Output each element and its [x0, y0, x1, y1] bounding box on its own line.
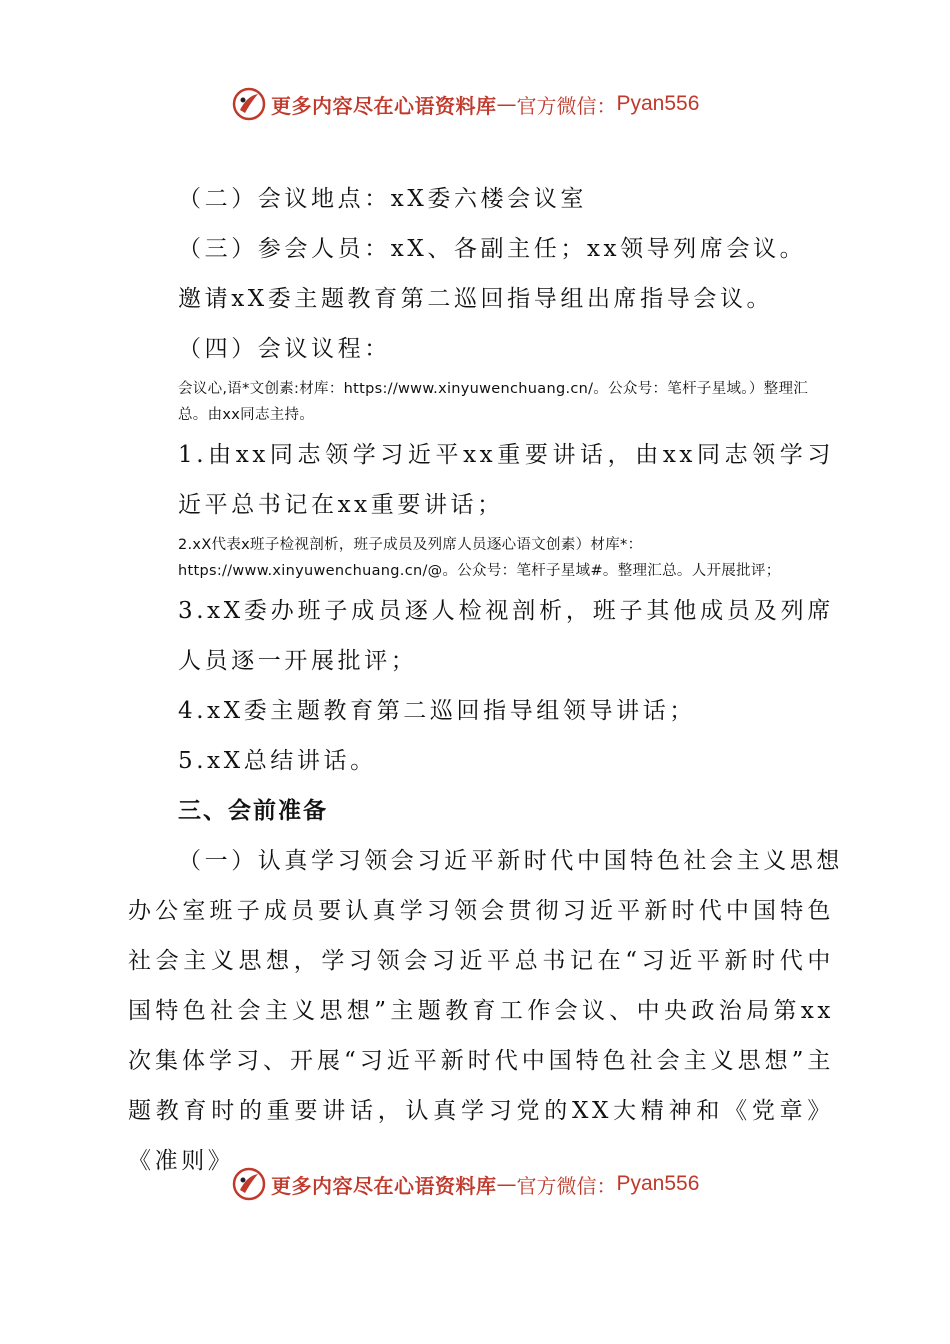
meeting-location: （二）会议地点：xX委六楼会议室 [178, 186, 587, 212]
document-body [128, 174, 843, 1186]
banner-suffix: 官方微信： [516, 1173, 617, 1198]
header-banner [231, 84, 699, 124]
agenda-item-4: 4.xX委主题教育第二巡回指导组领导讲话； [178, 698, 696, 724]
banner-title: 更多内容尽在心语资料库 [271, 1173, 497, 1198]
logo-icon [231, 1166, 267, 1202]
banner-wechat-id: Pyan556 [616, 1172, 700, 1195]
banner-wechat-id: Pyan556 [616, 92, 700, 115]
agenda-item-2: 2.xX代表x班子检视剖析，班子成员及列席人员逐心语文创素）材库*：https://www.xinyuwenchuang.cn/@。公众号：笔杆子星域#。整理汇总。人开展批评； [178, 537, 781, 579]
agenda-item-5: 5.xX总结讲话。 [178, 748, 377, 774]
banner-suffix: 官方微信： [516, 93, 617, 118]
meeting-attendees: （三）参会人员：xX、各副主任；xx领导列席会议。 [178, 236, 807, 262]
agenda-item-3: 3.xX委办班子成员逐人检视剖析，班子其他成员及列席人员逐一开展批评； [178, 598, 834, 674]
agenda-note: 会议心,语*文创素:材库：https://www.xinyuwenchuang.cn/。公众号：笔杆子星域。）整理汇总。由xx同志主持。 [178, 381, 809, 423]
banner-dash: — [496, 1172, 517, 1196]
agenda-title: （四）会议议程： [178, 336, 391, 362]
prep-title: （一）认真学习领会习近平新时代中国特色社会主义思想 [178, 848, 843, 874]
banner-dash: — [496, 92, 517, 116]
agenda-item-1: 1.由xx同志领学习近平xx重要讲话，由xx同志领学习近平总书记在xx重要讲话； [178, 442, 834, 518]
logo-icon [231, 86, 267, 122]
prep-body: 办公室班子成员要认真学习领会贯彻习近平新时代中国特色社会主义思想，学习领会习近平总书记在“习近平新时代中国特色社会主义思想”主题教育工作会议、中央政治局第xx次集体学习、开展“习近平新时代中国特色社会主义思想”主题教育时的重要讲话，认真学习党的XX大精神和《党章》《准则》 [128, 898, 834, 1174]
banner-title: 更多内容尽在心语资料库 [271, 93, 497, 118]
meeting-invite: 邀请xX委主题教育第二巡回指导组出席指导会议。 [178, 286, 774, 312]
footer-banner [231, 1164, 699, 1204]
section-heading: 三、会前准备 [178, 798, 328, 824]
